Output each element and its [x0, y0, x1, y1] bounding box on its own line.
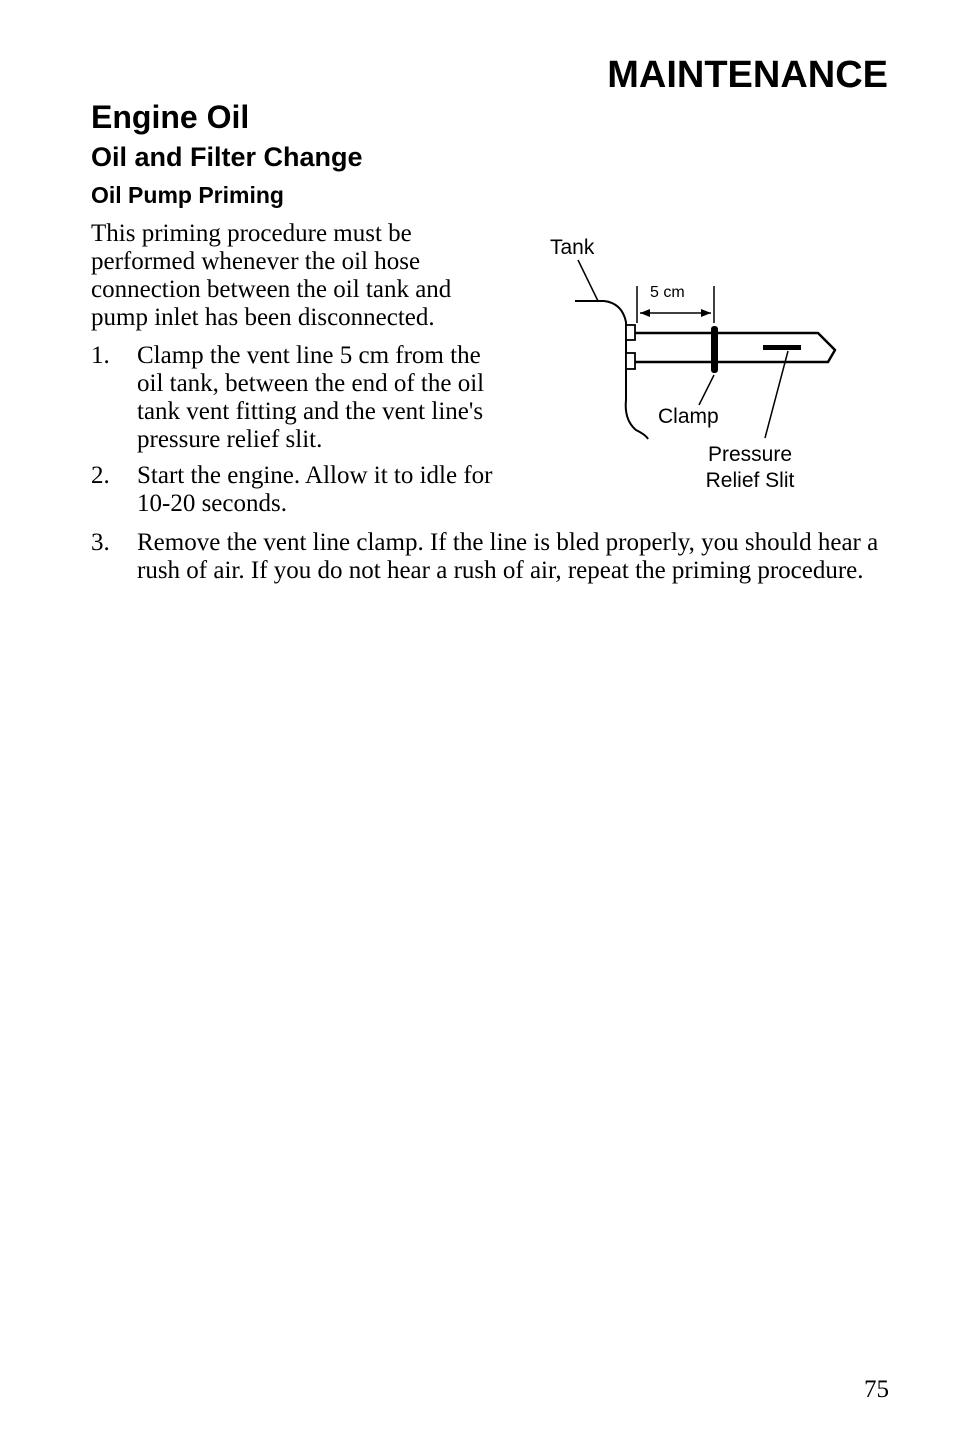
page-number: 75 [864, 1376, 889, 1403]
slit-label-line2: Relief Slit [705, 469, 795, 492]
step-text: Start the engine. Allow it to idle for 10-20 seconds. [137, 462, 493, 517]
step-item [91, 462, 496, 518]
sub-subheading: Oil Pump Priming [91, 182, 284, 208]
tank-leader-line [578, 260, 598, 301]
pressure-relief-slit [763, 345, 801, 350]
dimension-arrow-right [701, 309, 711, 317]
vent-line-diagram [540, 225, 850, 505]
step-number: 1. [91, 342, 110, 369]
tank-label: Tank [550, 236, 595, 259]
intro-paragraph: This priming procedure must be performed whenever the oil hose connection between the oil tank and pump inlet has been disconnected. [91, 220, 452, 331]
step-number: 2. [91, 462, 110, 489]
step-text: Remove the vent line clamp. If the line is bled properly, you should hear a rush of air. If you do not hear a rush of air, repeat the priming procedure. [137, 529, 879, 584]
page-heading: Engine Oil [91, 99, 250, 135]
section-title: MAINTENANCE [607, 54, 888, 96]
clamp-leader-line [699, 375, 714, 405]
dimension-arrow-left [640, 309, 650, 317]
vent-line-hose [635, 333, 835, 362]
slit-leader-line [765, 351, 788, 438]
clamp-label: Clamp [658, 405, 719, 428]
step-item [91, 529, 891, 585]
step-text: Clamp the vent line 5 cm from the oil tank, between the end of the oil tank vent fitting and the vent line's pressure relief slit. [137, 342, 485, 453]
slit-label-line1: Pressure [707, 443, 793, 466]
step-item [91, 342, 496, 454]
distance-label: 5 cm [650, 284, 685, 301]
subheading: Oil and Filter Change [91, 142, 363, 172]
vent-fitting-top [626, 325, 635, 340]
step-number: 3. [91, 529, 110, 556]
clamp [711, 326, 718, 373]
vent-fitting-bottom [626, 353, 635, 369]
